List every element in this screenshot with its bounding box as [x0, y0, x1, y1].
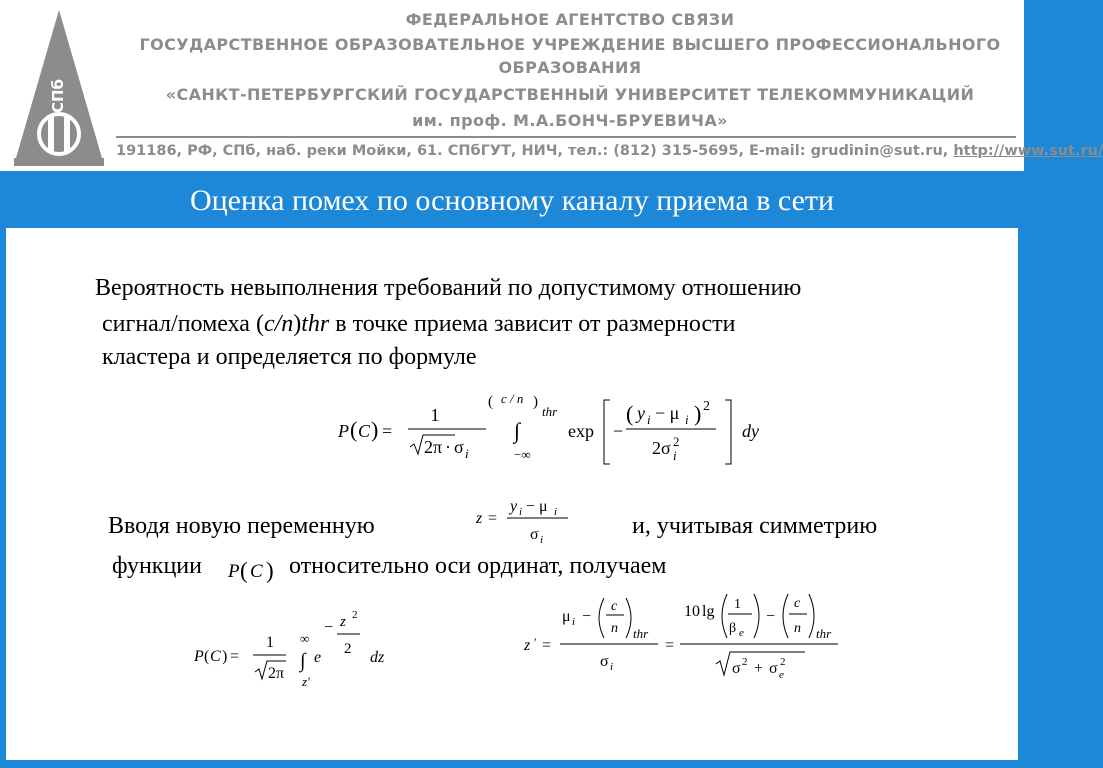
svg-text:thr: thr — [542, 404, 558, 419]
svg-text:c: c — [794, 596, 801, 611]
website-link[interactable]: http://www.sut.ru/ — [953, 143, 1103, 159]
svg-text:dz: dz — [370, 649, 385, 666]
svg-text:i: i — [685, 412, 689, 427]
svg-text:2σ: 2σ — [652, 438, 671, 458]
svg-text:C: C — [210, 648, 221, 665]
svg-text:C: C — [250, 561, 263, 582]
university-logo-icon — [4, 8, 114, 168]
svg-text:(: ( — [626, 401, 634, 426]
paragraph-text: сигнал/помеха ( — [102, 311, 264, 337]
svg-text:2: 2 — [742, 656, 748, 668]
svg-text:): ) — [222, 648, 228, 665]
svg-text:n: n — [611, 621, 618, 636]
svg-text:z: z — [476, 510, 483, 527]
svg-text:СПб: СПб — [49, 78, 67, 114]
svg-text:σ: σ — [600, 653, 609, 670]
svg-text:(: ( — [204, 648, 210, 665]
svg-text:): ) — [694, 401, 702, 426]
formula-pc-inline — [226, 556, 292, 586]
svg-text:(: ( — [350, 417, 358, 442]
header-university-name: «САНКТ-ПЕТЕРБУРГСКИЙ ГОСУДАРСТВЕННЫЙ УНИВЕРСИТЕТ ТЕЛЕКОММУНИКАЦИЙ — [165, 85, 975, 104]
svg-text:+: + — [754, 660, 764, 677]
svg-text:i: i — [673, 448, 677, 463]
svg-text:i: i — [610, 661, 614, 673]
formula-probability — [330, 388, 780, 468]
svg-text:z: z — [524, 637, 531, 654]
svg-text:y: y — [510, 498, 518, 515]
thr-subscript: thr — [301, 311, 330, 337]
svg-text:e: e — [779, 669, 784, 681]
svg-text:·: · — [445, 437, 451, 457]
svg-text:2: 2 — [673, 434, 680, 449]
svg-text:σ: σ — [454, 437, 464, 457]
svg-text:σ: σ — [769, 660, 778, 677]
svg-text:): ) — [533, 394, 538, 410]
svg-text:P: P — [228, 561, 240, 582]
svg-text:=: = — [488, 510, 498, 527]
svg-text:σ: σ — [530, 526, 539, 543]
svg-text:P: P — [338, 421, 349, 441]
svg-text:i: i — [540, 534, 544, 546]
svg-text:i: i — [572, 616, 576, 628]
formula-z-definition — [474, 494, 584, 552]
header-agency: ФЕДЕРАЛЬНОЕ АГЕНТСТВО СВЯЗИ — [405, 10, 735, 29]
svg-text:n: n — [794, 621, 801, 636]
svg-text:e: e — [314, 649, 322, 666]
svg-text:thr: thr — [633, 626, 649, 641]
paragraph-text: ) — [293, 311, 302, 337]
header-named-after: им. проф. М.А.БОНЧ-БРУЕВИЧА» — [412, 111, 728, 130]
svg-text:2: 2 — [703, 399, 710, 414]
svg-text:C: C — [358, 421, 371, 441]
svg-text:2: 2 — [352, 609, 358, 621]
cn-variable: c/n — [263, 311, 294, 337]
svg-text:2π: 2π — [268, 665, 285, 682]
svg-text:): ) — [266, 558, 274, 583]
svg-text:lg: lg — [702, 603, 715, 620]
svg-text:y: y — [637, 403, 645, 423]
svg-text:i: i — [554, 506, 558, 518]
svg-text:∞: ∞ — [300, 631, 310, 646]
svg-text:− μ: − μ — [655, 403, 680, 423]
svg-text:−: − — [613, 421, 624, 441]
svg-text:thr: thr — [816, 626, 832, 641]
svg-text:=: = — [230, 648, 240, 665]
svg-text:2π: 2π — [424, 437, 443, 457]
paragraph-line-2 — [102, 308, 736, 340]
svg-text:=: = — [665, 637, 675, 654]
svg-text:(: ( — [488, 394, 493, 410]
svg-text:dy: dy — [742, 421, 759, 441]
paragraph-line-3: кластера и определяется по формуле — [102, 344, 477, 370]
formula-z-prime — [520, 586, 845, 686]
svg-text:− μ: − μ — [526, 498, 548, 515]
svg-text:): ) — [371, 417, 379, 442]
axis-text: относительно оси ординат, получаем — [289, 553, 667, 579]
svg-text:β: β — [729, 621, 737, 636]
svg-text:−: − — [582, 608, 592, 625]
svg-text:i: i — [519, 506, 523, 518]
svg-text:exp: exp — [568, 421, 594, 441]
institution-header — [0, 0, 1103, 171]
slide-title: Оценка помех по основному каналу приема в сети — [189, 184, 835, 217]
svg-text:′: ′ — [534, 635, 537, 649]
address-text: 191186, РФ, СПб, наб. реки Мойки, 61. СПбГУТ, НИЧ, тел.: (812) 315-5695, E-mail: grudinin@sut.ru, — [116, 143, 949, 159]
svg-text:1: 1 — [266, 634, 274, 651]
header-institution-type: ГОСУДАРСТВЕННОЕ ОБРАЗОВАТЕЛЬНОЕ УЧРЕЖДЕНИЕ ВЫСШЕГО ПРОФЕССИОНАЛЬНОГО — [139, 35, 1001, 54]
svg-text:10: 10 — [684, 603, 700, 620]
svg-text:z′: z′ — [302, 674, 310, 689]
svg-text:=: = — [382, 421, 393, 441]
svg-text:c / n: c / n — [501, 391, 524, 406]
header-education: ОБРАЗОВАНИЯ — [498, 58, 642, 77]
symmetry-text: и, учитывая симметрию — [632, 513, 878, 539]
svg-text:2: 2 — [344, 641, 352, 657]
svg-text:∫: ∫ — [300, 650, 306, 672]
svg-text:=: = — [542, 637, 552, 654]
svg-text:P: P — [194, 648, 204, 665]
svg-text:e: e — [739, 627, 744, 639]
paragraph-line-1: Вероятность невыполнения требований по допустимому отношению — [95, 275, 802, 301]
function-word: функции — [112, 553, 202, 579]
svg-text:μ: μ — [562, 608, 571, 625]
svg-text:−∞: −∞ — [514, 447, 531, 462]
svg-text:2: 2 — [780, 656, 786, 668]
svg-text:σ: σ — [732, 660, 741, 677]
paragraph-text: в точке приема зависит от размерности — [329, 311, 736, 337]
svg-text:1: 1 — [734, 597, 741, 612]
svg-text:−: − — [324, 619, 334, 636]
svg-text:c: c — [611, 599, 618, 614]
svg-text:−: − — [766, 608, 776, 625]
svg-text:∫: ∫ — [514, 418, 521, 443]
svg-text:(: ( — [240, 558, 248, 583]
header-divider — [116, 136, 1016, 138]
formula-probability-z — [190, 604, 400, 690]
header-address — [116, 143, 1103, 159]
svg-text:i: i — [465, 446, 469, 461]
svg-text:1: 1 — [430, 405, 440, 425]
intro-variable-text: Вводя новую переменную — [108, 513, 375, 539]
svg-text:z: z — [340, 614, 346, 630]
svg-text:i: i — [647, 412, 651, 427]
